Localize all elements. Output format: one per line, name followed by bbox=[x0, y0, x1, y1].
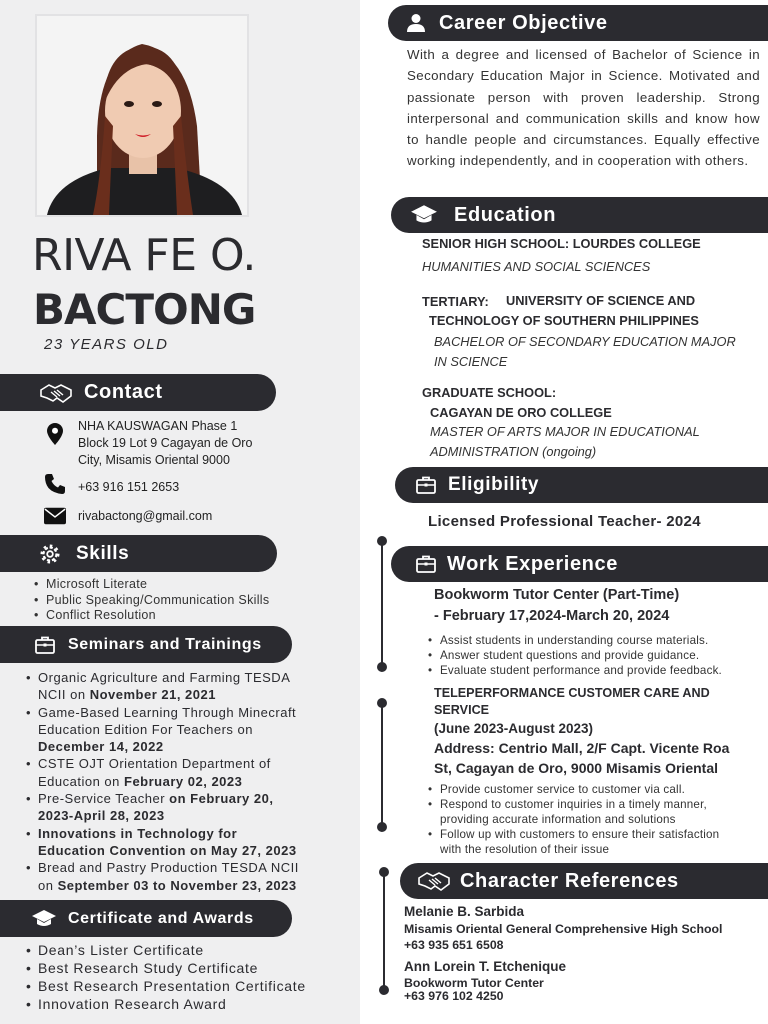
timeline-line bbox=[383, 871, 385, 989]
list-item: • Respond to customer inquiries in a timely manner, providing accurate information and solutions bbox=[426, 797, 719, 827]
handshake-icon bbox=[38, 382, 74, 404]
profile-photo bbox=[35, 14, 249, 217]
graduation-cap-icon bbox=[409, 204, 439, 226]
work-header bbox=[391, 546, 768, 582]
timeline-line bbox=[381, 702, 383, 826]
address-line-1: NHA KAUSWAGAN Phase 1 bbox=[78, 419, 238, 433]
list-item: • Assist students in understanding course materials. bbox=[426, 633, 722, 648]
job2-address-1: Address: Centrio Mall, 2/F Capt. Vicente Roa bbox=[434, 740, 730, 756]
certificates-title: Certificate and Awards bbox=[68, 909, 254, 927]
job2-bullets bbox=[426, 782, 719, 857]
job2-dates: (June 2023-August 2023) bbox=[434, 721, 594, 736]
tertiary-course-1: BACHELOR OF SECONDARY EDUCATION MAJOR bbox=[434, 334, 736, 349]
education-title: Education bbox=[454, 203, 557, 226]
list-item: • Follow up with customers to ensure their satisfaction with the resolution of their issue bbox=[426, 827, 719, 857]
list-item: • Provide customer service to customer via call. bbox=[426, 782, 719, 797]
grad-course-2: ADMINISTRATION (ongoing) bbox=[430, 444, 597, 459]
handshake-icon bbox=[416, 870, 452, 892]
shs-label: SENIOR HIGH SCHOOL: LOURDES COLLEGE bbox=[422, 236, 701, 251]
email bbox=[44, 505, 212, 525]
list-item: • Evaluate student performance and provide feedback. bbox=[426, 663, 722, 678]
certificates-list bbox=[24, 941, 306, 1013]
work-title: Work Experience bbox=[447, 552, 618, 575]
email-icon bbox=[44, 507, 66, 525]
ref1-name: Melanie B. Sarbida bbox=[404, 904, 525, 919]
address bbox=[44, 418, 252, 469]
seminars-title: Seminars and Trainings bbox=[68, 635, 262, 653]
age: 23 YEARS OLD bbox=[44, 336, 169, 353]
list-item: • Public Speaking/Communication Skills bbox=[32, 593, 269, 609]
skills-title: Skills bbox=[76, 542, 130, 564]
eligibility-text: Licensed Professional Teacher- 2024 bbox=[428, 513, 701, 530]
shs-course: HUMANITIES AND SOCIAL SCIENCES bbox=[422, 259, 651, 274]
ref2-org: Bookworm Tutor Center bbox=[404, 976, 544, 990]
references-header bbox=[400, 863, 768, 899]
skills-header bbox=[0, 535, 277, 572]
certificates-header bbox=[0, 900, 292, 937]
objective-header bbox=[388, 5, 768, 41]
user-icon bbox=[404, 13, 428, 33]
briefcase-icon bbox=[34, 636, 56, 654]
ref1-org: Misamis Oriental General Comprehensive High School bbox=[404, 922, 723, 936]
references-title: Character References bbox=[460, 869, 679, 892]
list-item: • CSTE OJT Orientation Department of Education on February 02, 2023 bbox=[24, 755, 344, 790]
contact-header bbox=[0, 374, 276, 411]
list-item: • Innovations in Technology for Education Convention on May 27, 2023 bbox=[24, 825, 344, 860]
job1-dates: - February 17,2024-March 20, 2024 bbox=[434, 608, 670, 624]
job1-bullets bbox=[426, 633, 722, 678]
address-line-2: Block 19 Lot 9 Cagayan de Oro bbox=[78, 436, 253, 450]
job1-title: Bookworm Tutor Center (Part-Time) bbox=[434, 587, 680, 603]
list-item: • Pre-Service Teacher on February 20, 2023-April 28, 2023 bbox=[24, 790, 344, 825]
ref2-name: Ann Lorein T. Etchenique bbox=[404, 959, 567, 974]
briefcase-icon bbox=[415, 555, 437, 573]
timeline-line bbox=[381, 540, 383, 666]
list-item: • Innovation Research Award bbox=[24, 995, 306, 1013]
list-item: • Bread and Pastry Production TESDA NCII on September 03 to November 23, 2023 bbox=[24, 859, 344, 894]
seminars-list bbox=[24, 669, 344, 894]
list-item: • Best Research Study Certificate bbox=[24, 959, 306, 977]
briefcase-icon bbox=[415, 476, 437, 494]
seminars-header bbox=[0, 626, 292, 663]
contact-title: Contact bbox=[84, 381, 163, 403]
phone-number: +63 916 151 2653 bbox=[78, 480, 180, 494]
email-address: rivabactong@gmail.com bbox=[78, 509, 213, 523]
eligibility-header bbox=[395, 467, 768, 503]
list-item: • Microsoft Literate bbox=[32, 577, 269, 593]
timeline-dot bbox=[377, 822, 387, 832]
job2-address-2: St, Cagayan de Oro, 9000 Misamis Oriental bbox=[434, 760, 718, 776]
grad-label: GRADUATE SCHOOL: bbox=[422, 385, 557, 400]
graduation-cap-icon bbox=[30, 909, 58, 929]
job2-title-2: SERVICE bbox=[434, 703, 490, 717]
ref2-phone: +63 976 102 4250 bbox=[404, 989, 504, 1003]
list-item: • Conflict Resolution bbox=[32, 608, 269, 624]
timeline-dot bbox=[379, 985, 389, 995]
skills-list bbox=[32, 577, 269, 624]
first-name: RIVA FE O. bbox=[32, 230, 256, 281]
address-line-3: City, Misamis Oriental 9000 bbox=[78, 453, 230, 467]
tertiary-school-1: UNIVERSITY OF SCIENCE AND bbox=[506, 293, 696, 308]
timeline-dot bbox=[377, 662, 387, 672]
last-name: BACTONG bbox=[33, 285, 256, 334]
tertiary-course-2: IN SCIENCE bbox=[434, 354, 508, 369]
list-item: • Dean’s Lister Certificate bbox=[24, 941, 306, 959]
tertiary-label: TERTIARY: bbox=[422, 294, 489, 309]
list-item: • Organic Agriculture and Farming TESDA NCII on November 21, 2021 bbox=[24, 669, 344, 704]
list-item: • Answer student questions and provide guidance. bbox=[426, 648, 722, 663]
phone bbox=[44, 473, 179, 496]
gear-icon bbox=[38, 543, 62, 565]
education-header bbox=[391, 197, 768, 233]
grad-school: CAGAYAN DE ORO COLLEGE bbox=[430, 405, 612, 420]
location-pin-icon bbox=[44, 423, 66, 445]
job2-title-1: TELEPERFORMANCE CUSTOMER CARE AND bbox=[434, 686, 710, 700]
grad-course-1: MASTER OF ARTS MAJOR IN EDUCATIONAL bbox=[430, 424, 700, 439]
list-item: • Best Research Presentation Certificate bbox=[24, 977, 306, 995]
eligibility-title: Eligibility bbox=[448, 474, 540, 495]
objective-title: Career Objective bbox=[439, 11, 608, 34]
list-item: • Game-Based Learning Through Minecraft Education Edition For Teachers on December 14, 2022 bbox=[24, 704, 344, 756]
phone-icon bbox=[44, 473, 66, 495]
tertiary-school-2: TECHNOLOGY OF SOUTHERN PHILIPPINES bbox=[429, 313, 699, 328]
ref1-phone: +63 935 651 6508 bbox=[404, 938, 504, 952]
objective-text: With a degree and licensed of Bachelor of Science in Secondary Education Major in Science. Motivated and passionate person with proven leadership. Strong interpersonal and communication skills and know how to handle people and circumstances. Equally effective working independently, and in cooperation with others. bbox=[407, 47, 760, 169]
